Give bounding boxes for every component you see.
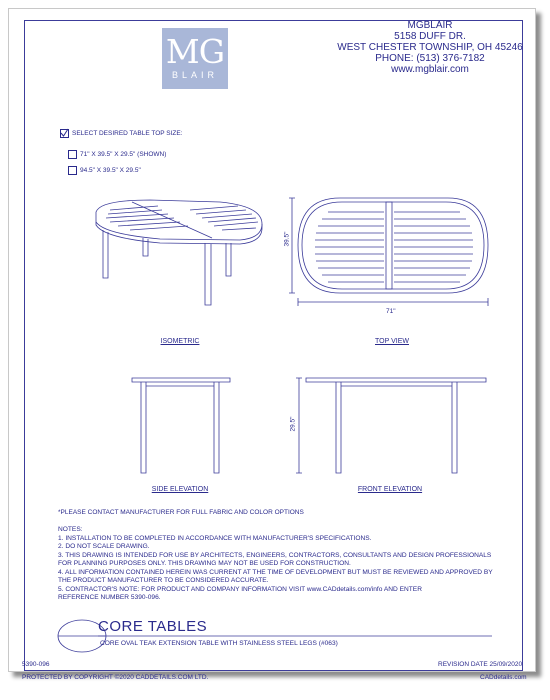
logo-mark: MG	[165, 32, 225, 71]
company-phone: PHONE: (513) 376-7182	[375, 53, 485, 64]
logo-word: BLAIR	[171, 70, 218, 80]
width-dimension: 71"	[386, 308, 396, 315]
isometric-caption: ISOMETRIC	[160, 338, 200, 345]
note-line: 1. INSTALLATION TO BE COMPLETED IN ACCORDANCE WITH MANUFACTURER'S SPECIFICATIONS.	[58, 534, 372, 542]
revision-date: REVISION DATE 25/09/2020	[438, 661, 523, 668]
size-prompt-label: SELECT DESIRED TABLE TOP SIZE:	[72, 130, 183, 138]
note-line: THE PRODUCT MANUFACTURER TO BE CONSIDERED ACCURATE.	[58, 577, 269, 584]
notes-heading: NOTES:	[58, 526, 83, 533]
height-dimension: 29.5"	[289, 416, 297, 432]
front-elevation-caption: FRONT ELEVATION	[357, 486, 423, 493]
side-elevation	[132, 378, 230, 473]
company-address-1: 5158 DUFF DR.	[394, 31, 466, 42]
note-line: 4. ALL INFORMATION CONTAINED HEREIN WAS CURRENT AT THE TIME OF DEVELOPMENT BUT MUST BE REVIEWED AND APPROVED BY	[58, 568, 493, 576]
notes-block	[58, 526, 493, 603]
top-view-caption: TOP VIEW	[375, 338, 409, 345]
top-view	[289, 198, 488, 306]
note-line: 5. CONTRACTOR'S NOTE: FOR PRODUCT AND COMPANY INFORMATION VISIT www.CADdetails.com/info AND ENTER	[58, 585, 422, 593]
copyright: PROTECTED BY COPYRIGHT ©2020 CADDETAILS.COM LTD.	[22, 674, 209, 681]
company-website[interactable]: www.mgblair.com	[391, 64, 469, 75]
company-address-2: WEST CHESTER TOWNSHIP, OH 45246	[337, 42, 523, 53]
note-line: 2. DO NOT SCALE DRAWING.	[58, 543, 150, 550]
caddetails-brand[interactable]: CADdetails.com	[480, 674, 527, 681]
size-option-1-label: 71" X 39.5" X 29.5" (SHOWN)	[80, 151, 167, 159]
note-line: REFERENCE NUMBER 5390-096.	[58, 594, 161, 601]
isometric-view	[96, 200, 262, 305]
product-subtitle: CORE OVAL TEAK EXTENSION TABLE WITH STAINLESS STEEL LEGS (#063)	[100, 640, 338, 647]
contact-note: *PLEASE CONTACT MANUFACTURER FOR FULL FABRIC AND COLOR OPTIONS	[58, 509, 304, 516]
note-line: 3. THIS DRAWING IS INTENDED FOR USE BY ARCHITECTS, ENGINEERS, CONTRACTORS, CONSULTANTS AND DESIGN PROFESSIONALS	[58, 551, 492, 559]
page-title: CORE TABLES	[98, 618, 208, 635]
depth-dimension: 39.5"	[283, 231, 291, 247]
side-elevation-caption: SIDE ELEVATION	[151, 486, 209, 493]
size-option-2-label: 94.5" X 39.5" X 29.5"	[80, 167, 141, 175]
front-elevation	[296, 378, 486, 473]
drawing-number: 5390-096	[22, 661, 50, 668]
company-name: MGBLAIR	[407, 20, 453, 31]
note-line: FOR PLANNING PURPOSES ONLY. THIS DRAWING MAY NOT BE USED FOR CONSTRUCTION.	[58, 560, 351, 567]
